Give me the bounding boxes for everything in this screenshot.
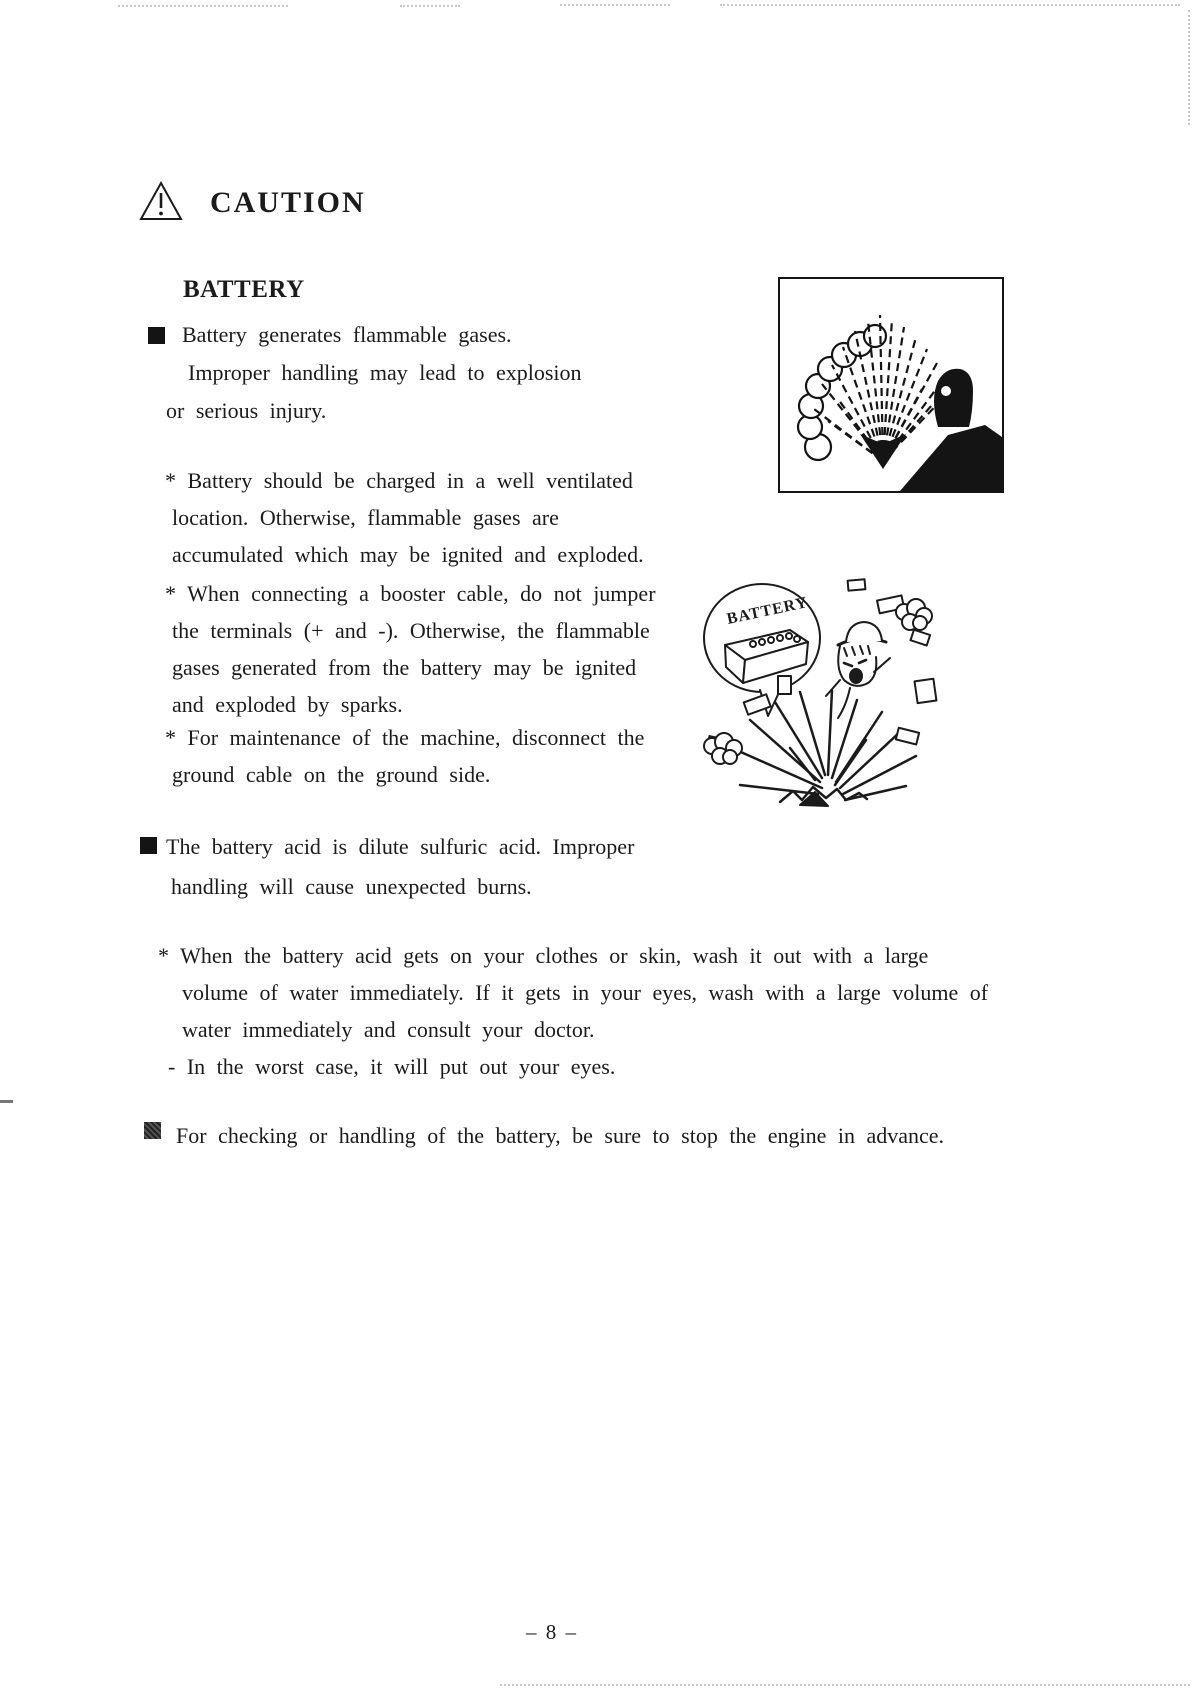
text-line: accumulated which may be ignited and exploded. (172, 542, 644, 567)
paragraph-battery-gases (166, 316, 582, 430)
scan-artifact (720, 4, 1180, 6)
section-title-battery: BATTERY (183, 276, 305, 303)
note-charging (165, 462, 644, 573)
text-line: * For maintenance of the machine, disconnect the (165, 725, 645, 750)
note-maintenance (165, 719, 644, 793)
text-line: volume of water immediately. If it gets in your eyes, wash with a large volume of (182, 980, 989, 1005)
text-line: Battery generates flammable gases. (182, 322, 512, 347)
bullet-square (140, 837, 157, 854)
scan-artifact (400, 5, 460, 7)
text-line: location. Otherwise, flammable gases are (172, 505, 559, 530)
bullet-square (144, 1122, 161, 1139)
text-line: For checking or handling of the battery, be sure to stop the engine in advance. (176, 1123, 945, 1148)
text-line: water immediately and consult your doctor. (182, 1017, 595, 1042)
page-title: CAUTION (210, 186, 366, 219)
text-line: handling will cause unexpected burns. (171, 874, 532, 899)
text-line: the terminals (+ and -). Otherwise, the flammable (172, 618, 650, 643)
scan-artifact (500, 1684, 1190, 1686)
scan-artifact (1188, 10, 1190, 125)
scan-artifact (560, 4, 670, 6)
text-line: ground cable on the ground side. (172, 762, 491, 787)
paragraph-stop-engine (176, 1117, 944, 1154)
warning-triangle-icon (138, 180, 184, 224)
battery-explosion-cartoon (650, 550, 945, 815)
text-line: * When connecting a booster cable, do not jumper (165, 581, 656, 606)
text-line: or serious injury. (166, 398, 327, 423)
battery-explosion-cartoon-drawing (650, 550, 945, 815)
bullet-square (148, 327, 165, 344)
note-acid-contact (158, 937, 988, 1085)
cartoon-battery-label: BATTERY (725, 594, 810, 628)
text-line: * Battery should be charged in a well ventilated (165, 468, 633, 493)
page-number: – 8 – (526, 1620, 578, 1644)
paragraph-battery-acid (166, 827, 634, 907)
text-line: and exploded by sparks. (172, 692, 403, 717)
scan-artifact (118, 5, 288, 7)
explosion-pictogram-figure (778, 277, 1004, 493)
text-line: gases generated from the battery may be ignited (172, 655, 637, 680)
scan-artifact (0, 1100, 13, 1103)
note-booster-cable (165, 575, 656, 723)
text-line: Improper handling may lead to explosion (188, 360, 582, 385)
text-line: - In the worst case, it will put out your eyes. (168, 1054, 616, 1079)
explosion-pictogram-drawing (780, 279, 1002, 491)
text-line: * When the battery acid gets on your clothes or skin, wash it out with a large (158, 943, 929, 968)
text-line: The battery acid is dilute sulfuric acid. Improper (166, 834, 635, 859)
